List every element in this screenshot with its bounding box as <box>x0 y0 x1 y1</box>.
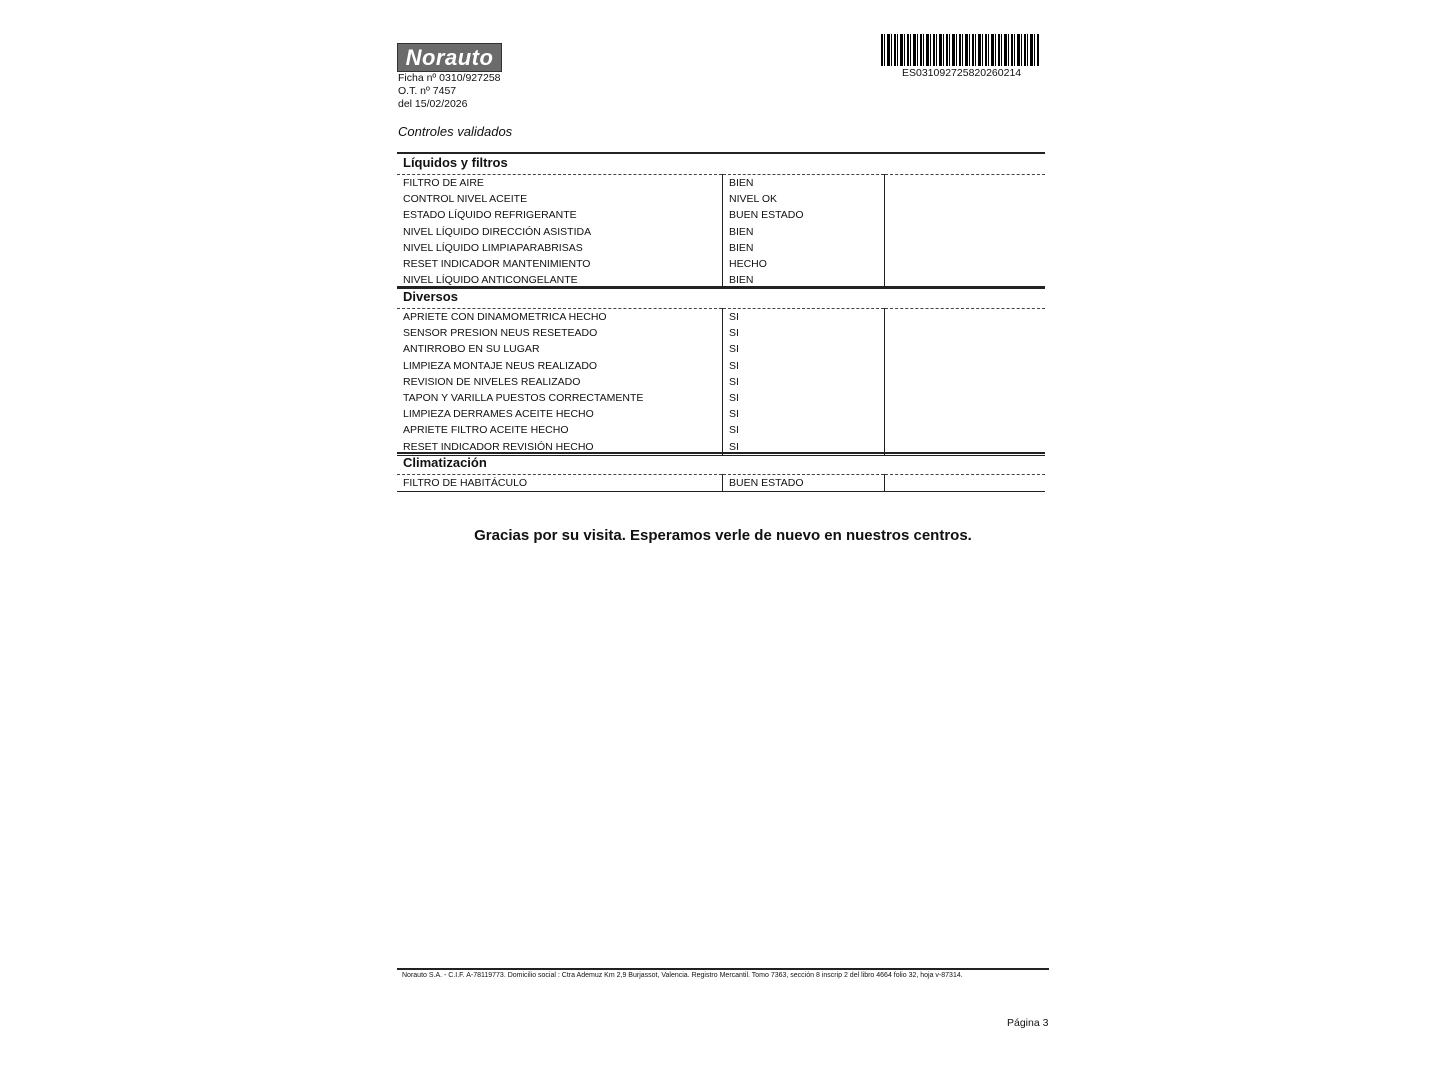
ot-number: O.T. nº 7457 <box>398 85 457 97</box>
table-row <box>397 175 1045 192</box>
control-value: BUEN ESTADO <box>723 475 885 492</box>
controls-table <box>397 308 1045 456</box>
control-label: NIVEL LÍQUIDO LIMPIAPARABRISAS <box>403 241 583 254</box>
control-label: ANTIRROBO EN SU LUGAR <box>403 343 540 356</box>
notes-cell <box>885 207 1046 223</box>
notes-cell <box>885 406 1046 422</box>
control-value: SI <box>723 309 885 326</box>
notes-cell <box>885 175 1046 192</box>
table-row <box>397 191 1045 207</box>
control-value: BIEN <box>723 175 885 192</box>
notes-cell <box>885 341 1046 357</box>
table-row <box>397 422 1045 438</box>
control-label: RESET INDICADOR REVISIÓN HECHO <box>403 440 594 453</box>
control-value: SI <box>723 325 885 341</box>
notes-cell <box>885 325 1046 341</box>
control-value: SI <box>723 406 885 422</box>
control-value: SI <box>723 341 885 357</box>
control-value: SI <box>723 439 885 456</box>
table-row <box>397 207 1045 223</box>
control-value: SI <box>723 422 885 438</box>
control-value: SI <box>723 358 885 374</box>
table-row <box>397 256 1045 272</box>
table-row <box>397 309 1045 326</box>
thanks-message: Gracias por su visita. Esperamos verle de nuevo en nuestros centros. <box>474 527 972 544</box>
section-title: Climatización <box>397 452 1045 474</box>
control-value: NIVEL OK <box>723 191 885 207</box>
table-row <box>397 358 1045 374</box>
notes-cell <box>885 224 1046 240</box>
control-value: BIEN <box>723 224 885 240</box>
control-value: SI <box>723 390 885 406</box>
control-value: BUEN ESTADO <box>723 207 885 223</box>
section-1 <box>397 286 1045 456</box>
barcode <box>881 34 1039 66</box>
control-label: NIVEL LÍQUIDO ANTICONGELANTE <box>403 274 578 287</box>
notes-cell <box>885 422 1046 438</box>
norauto-logo: Norauto <box>397 43 502 72</box>
section-0 <box>397 152 1045 289</box>
notes-cell <box>885 240 1046 256</box>
controls-table <box>397 174 1045 289</box>
table-row <box>397 341 1045 357</box>
table-row <box>397 374 1045 390</box>
notes-cell <box>885 309 1046 326</box>
table-row <box>397 325 1045 341</box>
control-value: HECHO <box>723 256 885 272</box>
control-label: NIVEL LÍQUIDO DIRECCIÓN ASISTIDA <box>403 225 592 238</box>
notes-cell <box>885 374 1046 390</box>
notes-cell <box>885 191 1046 207</box>
notes-cell <box>885 256 1046 272</box>
footer-legal: Norauto S.A. - C.I.F. A-78119773. Domicilio social : Ctra Ademuz Km 2,9 Burjassot, Valencia. Registro Mercantil. Tomo 7363, sección 8 inscrip 2 del libro 4664 folio 32, hoja v-87314. <box>402 972 963 979</box>
table-row <box>397 390 1045 406</box>
section-2 <box>397 452 1045 492</box>
ficha-number: Ficha nº 0310/927258 <box>398 72 501 84</box>
section-title: Líquidos y filtros <box>397 152 1045 174</box>
section-title: Diversos <box>397 286 1045 308</box>
controls-title: Controles validados <box>398 124 513 139</box>
control-label: ESTADO LÍQUIDO REFRIGERANTE <box>403 209 577 222</box>
notes-cell <box>885 358 1046 374</box>
control-label: REVISION DE NIVELES REALIZADO <box>403 375 581 388</box>
table-row <box>397 406 1045 422</box>
page-number: Página 3 <box>1007 1017 1049 1029</box>
table-row <box>397 240 1045 256</box>
control-label: SENSOR PRESION NEUS RESETEADO <box>403 327 598 340</box>
control-label: APRIETE FILTRO ACEITE HECHO <box>403 424 569 437</box>
control-value: BIEN <box>723 272 885 289</box>
barcode-number: ES031092725820260214 <box>902 67 1022 79</box>
control-label: RESET INDICADOR MANTENIMIENTO <box>403 258 591 271</box>
notes-cell <box>885 390 1046 406</box>
control-value: BIEN <box>723 240 885 256</box>
control-label: FILTRO DE AIRE <box>403 177 484 190</box>
footer-divider <box>397 968 1049 970</box>
control-label: FILTRO DE HABITÁCULO <box>403 477 528 490</box>
controls-table <box>397 474 1045 492</box>
control-value: SI <box>723 374 885 390</box>
control-label: LIMPIEZA DERRAMES ACEITE HECHO <box>403 408 594 421</box>
control-label: APRIETE CON DINAMOMETRICA HECHO <box>403 311 607 324</box>
table-row <box>397 224 1045 240</box>
notes-cell <box>885 475 1046 492</box>
control-label: TAPON Y VARILLA PUESTOS CORRECTAMENTE <box>403 392 644 405</box>
document-date: del 15/02/2026 <box>398 98 468 110</box>
control-label: CONTROL NIVEL ACEITE <box>403 193 528 206</box>
table-row <box>397 475 1045 492</box>
control-label: LIMPIEZA MONTAJE NEUS REALIZADO <box>403 359 598 372</box>
